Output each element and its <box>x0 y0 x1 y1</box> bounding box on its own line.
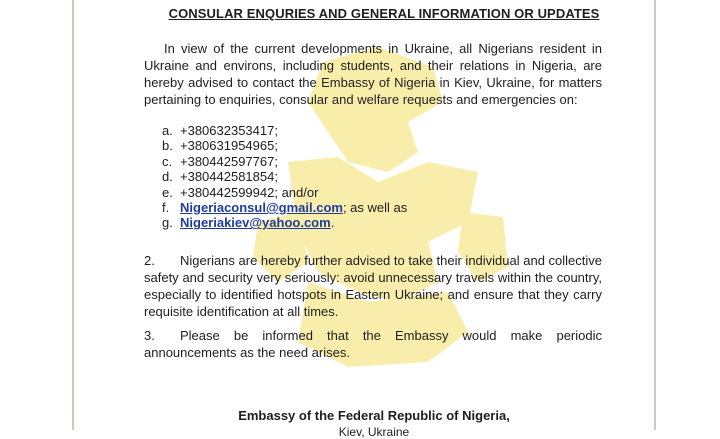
list-item: e. +380442599942; and/or <box>162 184 319 200</box>
list-item: g. Nigeriakiev@yahoo.com. <box>162 215 335 231</box>
signature-location: Kiev, Ukraine <box>338 425 410 439</box>
list-item: c. +380442597767; <box>162 153 278 169</box>
right-border-line <box>654 0 656 430</box>
document-title: CONSULAR ENQURIES AND GENERAL INFORMATION OR UPDATES <box>168 6 600 21</box>
phone-number: +380632353417; <box>180 123 278 138</box>
consul-email-link[interactable]: Nigeriaconsul@gmail.com <box>180 199 343 215</box>
list-item: f. Nigeriaconsul@gmail.com; as well as <box>162 199 408 215</box>
safety-paragraph: 2. Nigerians are hereby further advised to take their individual and collective safety and security very seriously: avoid unnecessary travels within the country, especially to identified hotspots in Eastern Ukraine; and ensure that they carry requisite identification at all times. <box>144 253 603 319</box>
phone-number: +380442599942; and/or <box>180 184 319 200</box>
list-item: b. +380631954965; <box>162 138 278 154</box>
phone-number: +380631954965; <box>180 138 278 154</box>
list-item: a. +380632353417; <box>162 123 278 138</box>
signature-embassy: Embassy of the Federal Republic of Nigeria, <box>238 408 510 423</box>
phone-number: +380442581854; <box>180 169 278 185</box>
kiev-email-link[interactable]: Nigeriakiev@yahoo.com <box>180 215 331 231</box>
list-item: d. +380442581854; <box>162 169 278 185</box>
intro-paragraph: In view of the current developments in Ukraine, all Nigerians resident in Ukraine and environs, including students, and their relations in Nigeria, are hereby advised to contact the Embassy of Nigeria in Kiev, Ukraine, for matters pertaining to enquiries, consular and welfare requests and emergencies on: <box>144 41 602 107</box>
announcement-paragraph: 3. Please be informed that the Embassy would make periodic announcements as the need arises. <box>144 328 602 360</box>
contact-list <box>162 123 407 231</box>
phone-number: +380442597767; <box>180 153 278 169</box>
left-border-line <box>72 0 74 430</box>
